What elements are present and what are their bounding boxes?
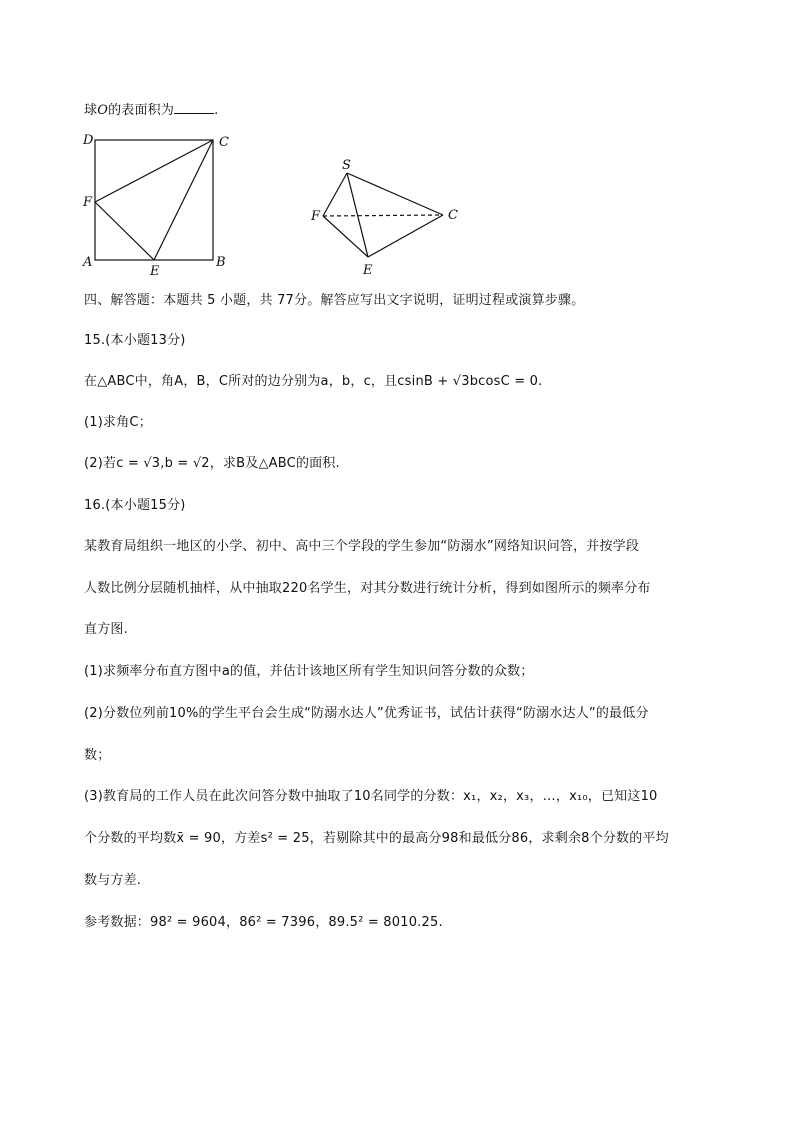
edge-sc [347, 173, 443, 215]
answer-blank [174, 101, 214, 114]
label-e: E [363, 263, 373, 278]
edge-fe [323, 216, 368, 257]
top-line-prefix: 球 [84, 103, 98, 118]
label-e: E [150, 264, 160, 278]
segment-ec [154, 140, 213, 260]
label-s: S [342, 158, 351, 173]
edge-fc-hidden [323, 215, 443, 216]
pyramid-figure [306, 152, 466, 282]
q16-header: 16.(本小题15分) [84, 498, 186, 513]
square-figure [78, 128, 238, 278]
top-line-end: . [214, 103, 219, 118]
q16-stem-line3: 直方图. [84, 622, 128, 637]
label-b: B [216, 255, 226, 270]
edge-sf [323, 173, 347, 216]
q15-header: 15.(本小题13分) [84, 333, 186, 348]
q16-part3-line1: (3)教育局的工作人员在此次问答分数中抽取了10名同学的分数：x₁，x₂，x₃，…，x₁₀，已知这10 [84, 789, 658, 804]
label-c: C [219, 135, 229, 150]
edge-ec [368, 215, 443, 257]
q15-part2: (2)若c = √3,b = √2，求B及△ABC的面积. [84, 456, 340, 471]
q16-part3-line3: 数与方差. [84, 873, 142, 888]
q16-part3-line2: 个分数的平均数x̄ = 90，方差s² = 25，若剔除其中的最高分98和最低分86，求剩余8个分数的平均 [84, 831, 669, 846]
q16-stem-line2: 人数比例分层随机抽样，从中抽取220名学生，对其分数进行统计分析，得到如图所示的频率分布 [84, 581, 651, 596]
label-f: F [83, 195, 93, 210]
top-line-suffix: 的表面积为 [108, 103, 175, 118]
q15-part1: (1)求角C； [84, 415, 152, 430]
section-heading: 四、解答题：本题共 5 小题，共 77分。解答应写出文字说明，证明过程或演算步骤。 [84, 293, 585, 308]
label-d: D [83, 133, 94, 148]
q15-stem: 在△ABC中，角A，B，C所对的边分别为a，b，c，且csinB + √3bcosC = 0. [84, 374, 543, 389]
segment-fe [95, 202, 154, 260]
q16-part2-line2: 数； [84, 748, 111, 763]
top-line [84, 101, 218, 120]
sphere-variable: O [97, 103, 109, 118]
reference-data: 参考数据：98² = 9604，86² = 7396，89.5² = 8010.25. [84, 915, 443, 930]
q16-part1: (1)求频率分布直方图中a的值，并估计该地区所有学生知识问答分数的众数； [84, 664, 534, 679]
label-c: C [448, 208, 458, 223]
square-outline [95, 140, 213, 260]
label-f: F [311, 209, 321, 224]
q16-stem-line1: 某教育局组织一地区的小学、初中、高中三个学段的学生参加“防溺水”网络知识问答，并按学段 [84, 539, 640, 554]
edge-se [347, 173, 368, 257]
q16-part2-line1: (2)分数位列前10%的学生平台会生成“防溺水达人”优秀证书，试估计获得“防溺水达人”的最低分 [84, 706, 649, 721]
segment-fc [95, 140, 213, 202]
label-a: A [83, 255, 93, 270]
